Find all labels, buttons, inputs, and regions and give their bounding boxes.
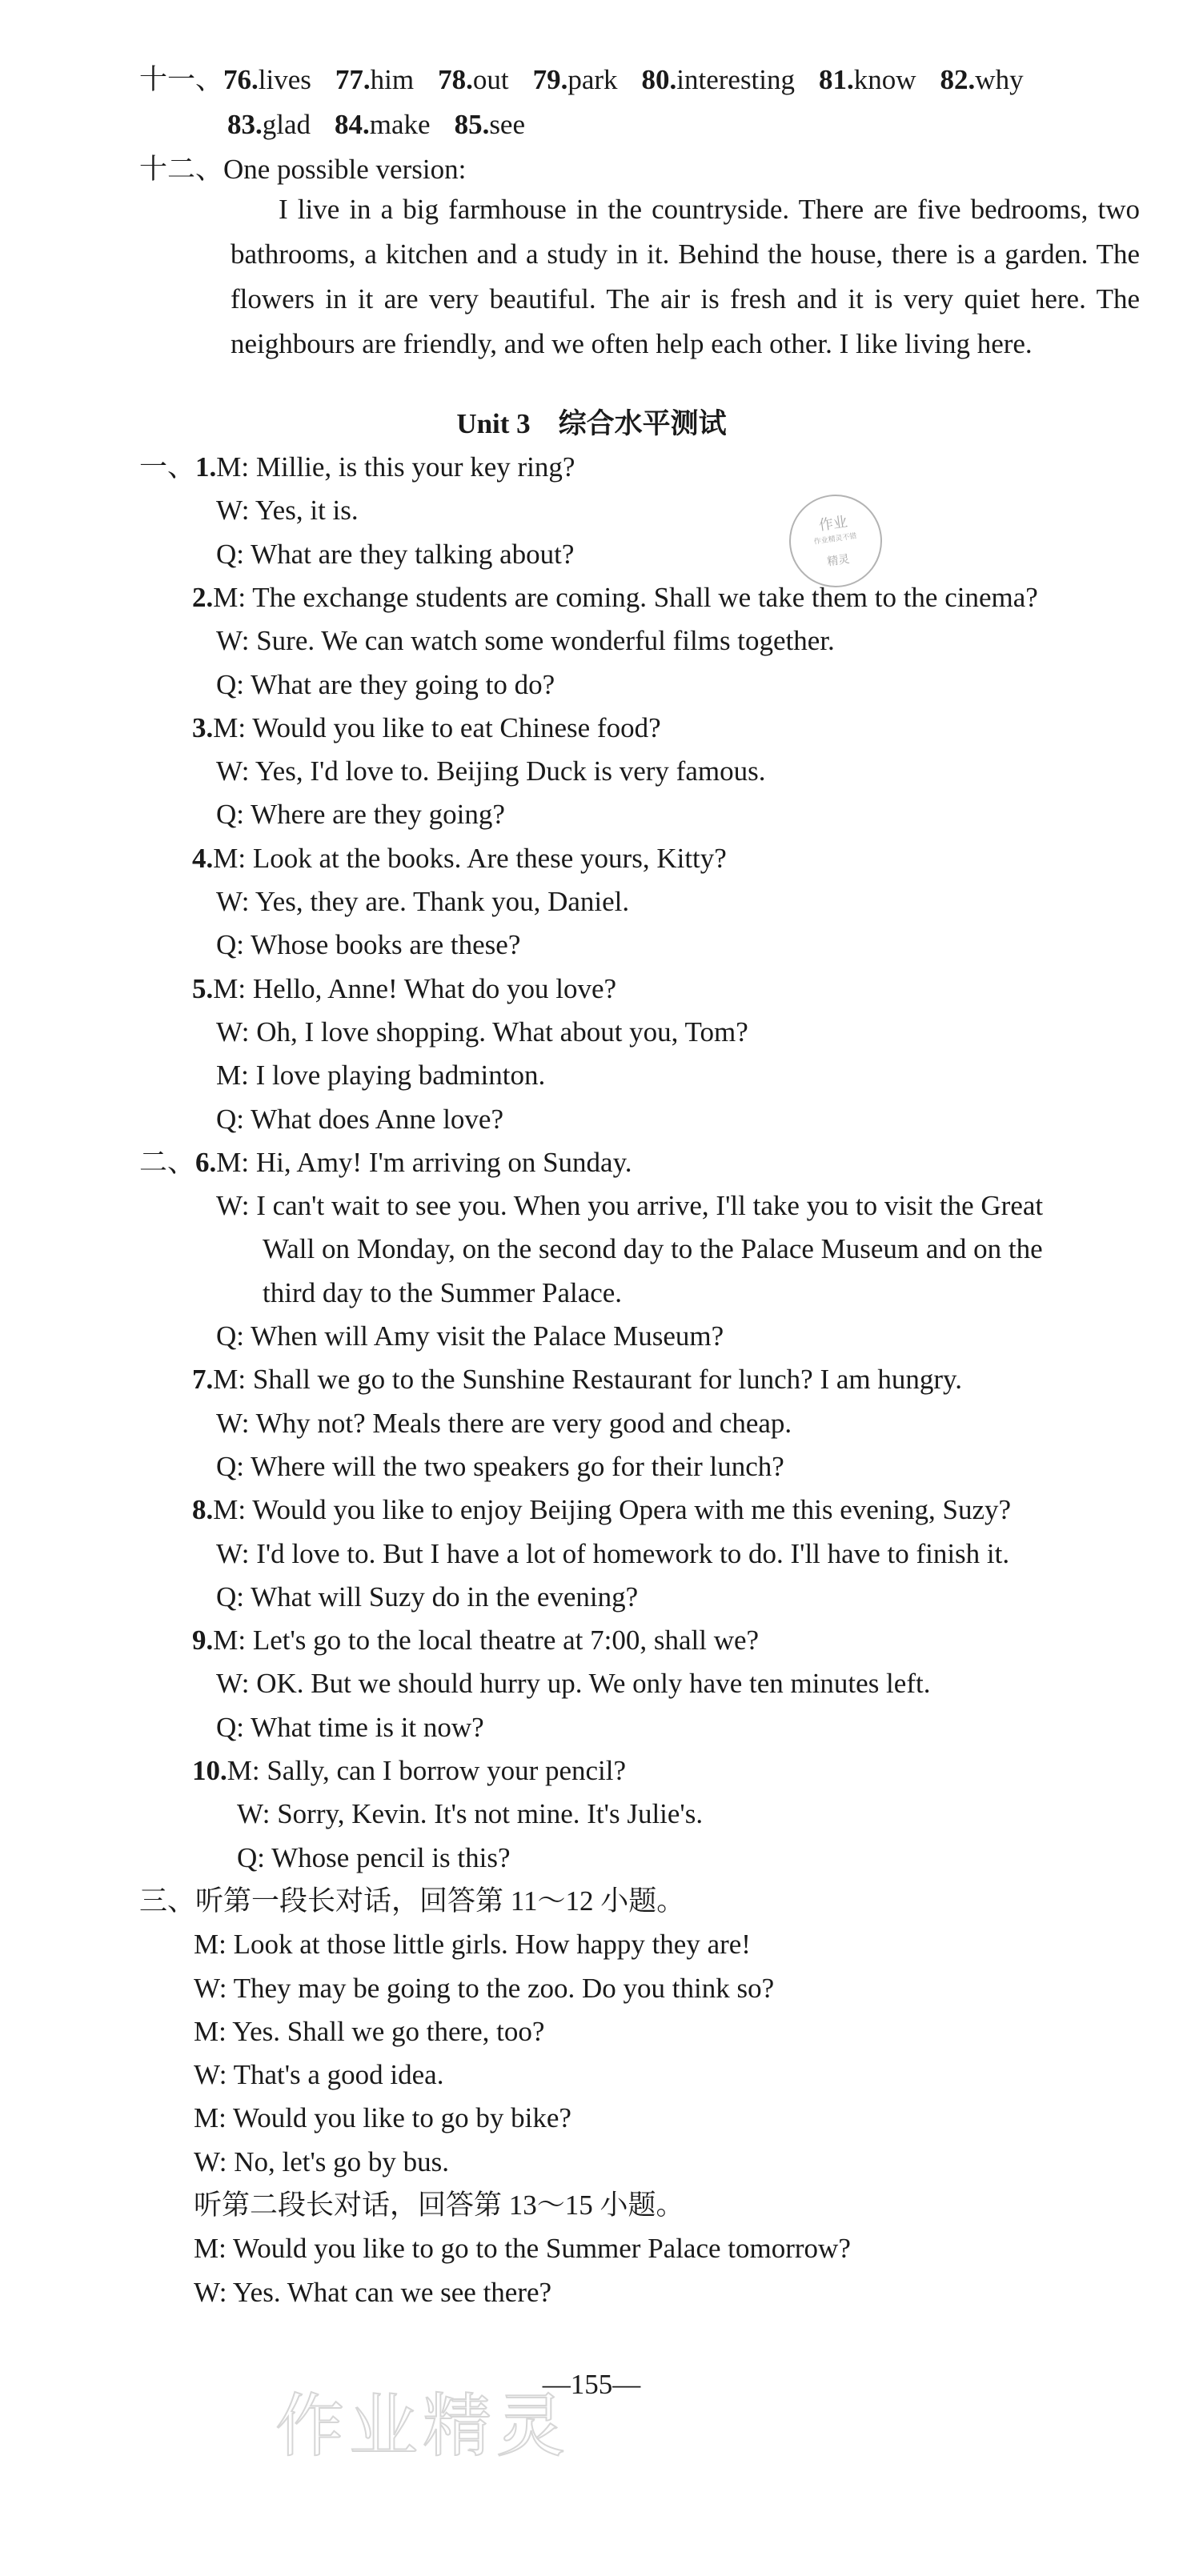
line-text: Q: What time is it now? bbox=[216, 1712, 484, 1743]
line-text: Q: What are they talking about? bbox=[216, 539, 575, 570]
question-number: 1. bbox=[195, 451, 217, 483]
line-text: 三、听第一段长对话，回答第 11～12 小题。 bbox=[139, 1885, 685, 1917]
script-line bbox=[237, 1797, 703, 1832]
answer-word: make bbox=[369, 109, 431, 140]
line-text: Q: Where are they going? bbox=[216, 799, 505, 830]
script-line bbox=[216, 623, 835, 659]
answer-item bbox=[533, 64, 618, 95]
script-line bbox=[192, 841, 727, 876]
script-line bbox=[216, 754, 765, 789]
line-text: W: Yes, it is. bbox=[216, 495, 359, 526]
line-text: Wall on Monday, on the second day to the Palace Museum and on the bbox=[263, 1233, 1043, 1264]
script-line bbox=[216, 884, 629, 919]
stamp-top-text: 作业 bbox=[817, 513, 849, 535]
script-line bbox=[263, 1276, 622, 1311]
line-text: M: Shall we go to the Sunshine Restaurant for lunch? I am hungry. bbox=[213, 1364, 963, 1395]
script-line bbox=[216, 1406, 792, 1441]
section-12-heading: 十二、One possible version: bbox=[139, 154, 467, 185]
script-line bbox=[192, 1362, 962, 1397]
answer-number: 81. bbox=[819, 64, 854, 95]
line-text: Q: What will Suzy do in the evening? bbox=[216, 1581, 639, 1613]
script-line bbox=[263, 1232, 1043, 1267]
line-text: M: Would you like to eat Chinese food? bbox=[213, 712, 661, 743]
script-line bbox=[139, 450, 575, 485]
answer-number: 83. bbox=[227, 109, 263, 140]
line-text: W: No, let's go by bus. bbox=[194, 2146, 450, 2177]
section-11-number: 十一、 bbox=[139, 64, 224, 95]
script-line bbox=[194, 2275, 551, 2310]
watermark: 作业精灵 bbox=[275, 2386, 570, 2466]
unit-title: Unit 3 综合水平测试 bbox=[456, 408, 727, 439]
line-text: Q: What are they going to do? bbox=[216, 669, 555, 700]
script-line bbox=[194, 2188, 684, 2223]
answer-item bbox=[438, 64, 508, 95]
line-text: W: Yes, I'd love to. Beijing Duck is very famous. bbox=[216, 755, 766, 787]
question-number: 4. bbox=[192, 843, 214, 874]
answer-item bbox=[335, 64, 414, 95]
script-line bbox=[216, 667, 555, 703]
line-text: W: OK. But we should hurry up. We only have ten minutes left. bbox=[216, 1668, 931, 1699]
answer-item bbox=[819, 64, 916, 95]
line-text: M: Look at the books. Are these yours, Kitty? bbox=[213, 843, 727, 874]
question-number: 10. bbox=[192, 1755, 227, 1786]
line-text: W: Yes. What can we see there? bbox=[194, 2277, 552, 2308]
answer-word: know bbox=[853, 64, 916, 95]
answer-word: why bbox=[975, 64, 1024, 95]
script-line bbox=[216, 1058, 545, 1093]
script-line bbox=[216, 1449, 784, 1484]
line-text: W: Oh, I love shopping. What about you, Tom? bbox=[216, 1016, 748, 1048]
model-essay: I live in a big farmhouse in the countryside. There are five bedrooms, two bathrooms, a kitchen and a study in it. Behind the house, there is a garden. The flowers in it are very beautiful. The air is fresh and it is very quiet here. The neighbours are friendly, and we often help each other. I like living here. bbox=[231, 194, 1140, 359]
section-number: 一、 bbox=[139, 451, 196, 483]
seal-stamp bbox=[783, 488, 888, 593]
stamp-bottom-text: 精灵 bbox=[826, 552, 851, 569]
script-line bbox=[139, 1145, 632, 1180]
answer-number: 82. bbox=[940, 64, 976, 95]
line-text: Q: Whose pencil is this? bbox=[237, 1842, 511, 1873]
script-line bbox=[194, 2145, 449, 2180]
answer-number: 80. bbox=[641, 64, 677, 95]
line-text: third day to the Summer Palace. bbox=[263, 1277, 623, 1308]
script-line bbox=[216, 1102, 503, 1137]
script-line bbox=[139, 1884, 684, 1919]
section-number: 二、 bbox=[139, 1147, 196, 1178]
answer-word: park bbox=[567, 64, 618, 95]
line-text: Q: What does Anne love? bbox=[216, 1104, 503, 1135]
line-text: M: I love playing badminton. bbox=[216, 1060, 546, 1091]
answer-item bbox=[227, 109, 311, 140]
script-line bbox=[192, 972, 616, 1007]
script-line bbox=[216, 797, 505, 832]
script-line bbox=[192, 580, 1038, 615]
script-line bbox=[216, 1710, 484, 1745]
answer-item bbox=[223, 64, 311, 95]
script-line bbox=[216, 1319, 724, 1354]
answer-item bbox=[940, 64, 1024, 95]
line-text: 听第二段长对话，回答第 13～15 小题。 bbox=[194, 2189, 684, 2221]
answer-word: interesting bbox=[676, 64, 796, 95]
line-text: M: Sally, can I borrow your pencil? bbox=[227, 1755, 627, 1786]
question-number: 9. bbox=[192, 1625, 214, 1656]
question-number: 3. bbox=[192, 712, 214, 743]
answer-number: 77. bbox=[335, 64, 371, 95]
line-text: W: Why not? Meals there are very good and cheap. bbox=[216, 1408, 792, 1439]
answer-word: glad bbox=[262, 109, 311, 140]
line-text: W: Sure. We can watch some wonderful films together. bbox=[216, 625, 835, 656]
stamp-middle-text: 作业精灵不错 bbox=[813, 532, 858, 547]
script-line bbox=[216, 1188, 1043, 1224]
line-text: Q: Whose books are these? bbox=[216, 929, 521, 960]
line-text: W: Yes, they are. Thank you, Daniel. bbox=[216, 886, 630, 917]
script-line bbox=[194, 2101, 571, 2136]
answer-number: 76. bbox=[223, 64, 259, 95]
answer-number: 78. bbox=[438, 64, 473, 95]
question-number: 5. bbox=[192, 973, 214, 1004]
script-line bbox=[194, 2014, 544, 2049]
answer-item bbox=[642, 64, 796, 95]
script-line bbox=[216, 537, 574, 572]
page-number: —155— bbox=[542, 2369, 641, 2400]
script-line bbox=[216, 1666, 930, 1701]
question-number: 7. bbox=[192, 1364, 214, 1395]
answer-word: him bbox=[370, 64, 415, 95]
answer-word: out bbox=[472, 64, 509, 95]
answer-number: 85. bbox=[454, 109, 490, 140]
line-text: M: Millie, is this your key ring? bbox=[216, 451, 575, 483]
script-line bbox=[194, 2057, 443, 2093]
line-text: M: The exchange students are coming. Shall we take them to the cinema? bbox=[213, 582, 1038, 613]
script-line bbox=[192, 711, 661, 746]
script-line bbox=[192, 1753, 626, 1789]
script-line bbox=[192, 1623, 759, 1658]
script-line bbox=[216, 1536, 1009, 1572]
line-text: Q: When will Amy visit the Palace Museum? bbox=[216, 1320, 724, 1352]
script-line bbox=[194, 2231, 851, 2266]
line-text: M: Hi, Amy! I'm arriving on Sunday. bbox=[216, 1147, 632, 1178]
script-line bbox=[216, 927, 520, 963]
line-text: Q: Where will the two speakers go for their lunch? bbox=[216, 1451, 784, 1482]
script-line bbox=[216, 493, 359, 528]
line-text: W: That's a good idea. bbox=[194, 2059, 444, 2090]
script-line bbox=[216, 1015, 748, 1050]
answer-number: 84. bbox=[335, 109, 370, 140]
script-line bbox=[194, 1971, 774, 2006]
answer-item bbox=[335, 109, 431, 140]
question-number: 2. bbox=[192, 582, 214, 613]
line-text: M: Look at those little girls. How happy they are! bbox=[194, 1929, 751, 1960]
section-11-row-2 bbox=[227, 107, 525, 142]
script-line bbox=[216, 1580, 638, 1615]
answer-word: see bbox=[489, 109, 526, 140]
section-11-row-1 bbox=[139, 62, 1024, 98]
line-text: M: Let's go to the local theatre at 7:00, shall we? bbox=[213, 1625, 760, 1656]
script-line bbox=[194, 1927, 751, 1962]
line-text: W: They may be going to the zoo. Do you think so? bbox=[194, 1973, 775, 2004]
line-text: M: Would you like to go to the Summer Palace tomorrow? bbox=[194, 2233, 851, 2264]
line-text: M: Hello, Anne! What do you love? bbox=[213, 973, 617, 1004]
line-text: W: I can't wait to see you. When you arrive, I'll take you to visit the Great bbox=[216, 1190, 1044, 1221]
line-text: M: Yes. Shall we go there, too? bbox=[194, 2016, 545, 2047]
line-text: W: I'd love to. But I have a lot of homework to do. I'll have to finish it. bbox=[216, 1538, 1010, 1569]
script-line bbox=[192, 1492, 1011, 1528]
answer-word: lives bbox=[258, 64, 311, 95]
script-line bbox=[237, 1841, 511, 1876]
line-text: W: Sorry, Kevin. It's not mine. It's Julie's. bbox=[237, 1798, 704, 1829]
answer-number: 79. bbox=[532, 64, 568, 95]
question-number: 6. bbox=[195, 1147, 217, 1178]
question-number: 8. bbox=[192, 1494, 214, 1525]
answer-item bbox=[455, 109, 525, 140]
line-text: M: Would you like to enjoy Beijing Opera with me this evening, Suzy? bbox=[213, 1494, 1012, 1525]
line-text: M: Would you like to go by bike? bbox=[194, 2102, 571, 2133]
